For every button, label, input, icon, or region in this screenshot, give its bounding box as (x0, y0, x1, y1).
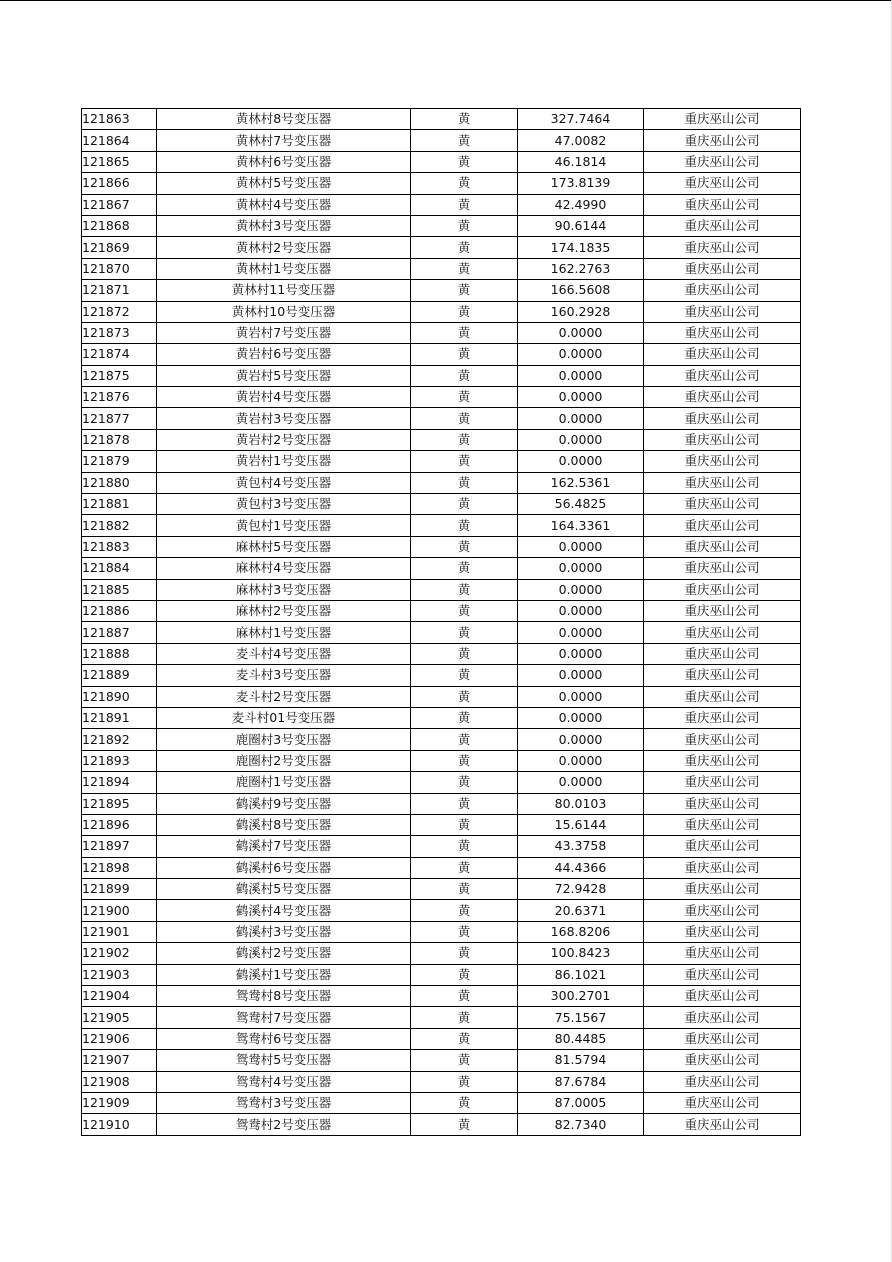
table-row (82, 109, 801, 130)
id-cell: 121903 (82, 964, 157, 985)
transformer-name-cell: 黄岩村6号变压器 (157, 344, 411, 365)
transformer-name-cell: 鸳鸯村6号变压器 (157, 1028, 411, 1049)
value-cell: 0.0000 (518, 686, 644, 707)
value-cell: 0.0000 (518, 622, 644, 643)
color-level-cell: 黄 (411, 1071, 518, 1092)
id-cell: 121876 (82, 387, 157, 408)
table-row (82, 387, 801, 408)
company-cell: 重庆巫山公司 (644, 1114, 801, 1135)
transformer-name-cell: 黄林村11号变压器 (157, 280, 411, 301)
transformer-table (81, 108, 801, 1136)
color-level-cell: 黄 (411, 836, 518, 857)
id-cell: 121905 (82, 1007, 157, 1028)
value-cell: 327.7464 (518, 109, 644, 130)
color-level-cell: 黄 (411, 622, 518, 643)
company-cell: 重庆巫山公司 (644, 151, 801, 172)
company-cell: 重庆巫山公司 (644, 194, 801, 215)
id-cell: 121887 (82, 622, 157, 643)
company-cell: 重庆巫山公司 (644, 943, 801, 964)
value-cell: 56.4825 (518, 494, 644, 515)
table-row (82, 194, 801, 215)
value-cell: 0.0000 (518, 750, 644, 771)
id-cell: 121867 (82, 194, 157, 215)
company-cell: 重庆巫山公司 (644, 857, 801, 878)
transformer-name-cell: 鸳鸯村8号变压器 (157, 986, 411, 1007)
value-cell: 300.2701 (518, 986, 644, 1007)
transformer-name-cell: 黄包村1号变压器 (157, 515, 411, 536)
table-row (82, 1050, 801, 1071)
company-cell: 重庆巫山公司 (644, 1092, 801, 1113)
table-row (82, 344, 801, 365)
table-row (82, 1071, 801, 1092)
transformer-name-cell: 鹤溪村6号变压器 (157, 857, 411, 878)
page-top-border (0, 0, 892, 1)
transformer-name-cell: 黄岩村5号变压器 (157, 365, 411, 386)
id-cell: 121896 (82, 814, 157, 835)
transformer-name-cell: 黄岩村4号变压器 (157, 387, 411, 408)
table-row (82, 707, 801, 728)
color-level-cell: 黄 (411, 215, 518, 236)
transformer-name-cell: 麦斗村3号变压器 (157, 665, 411, 686)
transformer-name-cell: 黄林村6号变压器 (157, 151, 411, 172)
color-level-cell: 黄 (411, 515, 518, 536)
color-level-cell: 黄 (411, 921, 518, 942)
value-cell: 0.0000 (518, 536, 644, 557)
value-cell: 173.8139 (518, 173, 644, 194)
color-level-cell: 黄 (411, 1007, 518, 1028)
color-level-cell: 黄 (411, 900, 518, 921)
id-cell: 121886 (82, 600, 157, 621)
transformer-name-cell: 黄岩村3号变压器 (157, 408, 411, 429)
transformer-name-cell: 鸳鸯村2号变压器 (157, 1114, 411, 1135)
value-cell: 0.0000 (518, 707, 644, 728)
table-row (82, 130, 801, 151)
transformer-name-cell: 黄林村2号变压器 (157, 237, 411, 258)
value-cell: 0.0000 (518, 408, 644, 429)
table-row (82, 579, 801, 600)
id-cell: 121904 (82, 986, 157, 1007)
company-cell: 重庆巫山公司 (644, 1071, 801, 1092)
table-row (82, 836, 801, 857)
value-cell: 42.4990 (518, 194, 644, 215)
id-cell: 121872 (82, 301, 157, 322)
company-cell: 重庆巫山公司 (644, 408, 801, 429)
table-row (82, 408, 801, 429)
color-level-cell: 黄 (411, 729, 518, 750)
value-cell: 90.6144 (518, 215, 644, 236)
company-cell: 重庆巫山公司 (644, 707, 801, 728)
value-cell: 80.4485 (518, 1028, 644, 1049)
company-cell: 重庆巫山公司 (644, 1028, 801, 1049)
id-cell: 121880 (82, 472, 157, 493)
color-level-cell: 黄 (411, 237, 518, 258)
table-row (82, 237, 801, 258)
value-cell: 162.2763 (518, 258, 644, 279)
color-level-cell: 黄 (411, 879, 518, 900)
id-cell: 121863 (82, 109, 157, 130)
id-cell: 121902 (82, 943, 157, 964)
company-cell: 重庆巫山公司 (644, 322, 801, 343)
company-cell: 重庆巫山公司 (644, 130, 801, 151)
company-cell: 重庆巫山公司 (644, 600, 801, 621)
id-cell: 121869 (82, 237, 157, 258)
id-cell: 121877 (82, 408, 157, 429)
id-cell: 121865 (82, 151, 157, 172)
color-level-cell: 黄 (411, 301, 518, 322)
color-level-cell: 黄 (411, 408, 518, 429)
value-cell: 15.6144 (518, 814, 644, 835)
id-cell: 121879 (82, 451, 157, 472)
color-level-cell: 黄 (411, 750, 518, 771)
value-cell: 0.0000 (518, 665, 644, 686)
table-row (82, 515, 801, 536)
value-cell: 100.8423 (518, 943, 644, 964)
table-row (82, 600, 801, 621)
id-cell: 121881 (82, 494, 157, 515)
table-row (82, 429, 801, 450)
value-cell: 86.1021 (518, 964, 644, 985)
company-cell: 重庆巫山公司 (644, 344, 801, 365)
table-row (82, 729, 801, 750)
table-row (82, 622, 801, 643)
company-cell: 重庆巫山公司 (644, 921, 801, 942)
table-row (82, 451, 801, 472)
color-level-cell: 黄 (411, 280, 518, 301)
transformer-name-cell: 鹤溪村7号变压器 (157, 836, 411, 857)
id-cell: 121870 (82, 258, 157, 279)
color-level-cell: 黄 (411, 387, 518, 408)
value-cell: 0.0000 (518, 772, 644, 793)
id-cell: 121900 (82, 900, 157, 921)
id-cell: 121899 (82, 879, 157, 900)
table-row (82, 772, 801, 793)
table-row (82, 151, 801, 172)
table-row (82, 1092, 801, 1113)
color-level-cell: 黄 (411, 109, 518, 130)
value-cell: 0.0000 (518, 322, 644, 343)
table-row (82, 558, 801, 579)
company-cell: 重庆巫山公司 (644, 365, 801, 386)
id-cell: 121910 (82, 1114, 157, 1135)
table-row (82, 494, 801, 515)
value-cell: 0.0000 (518, 600, 644, 621)
company-cell: 重庆巫山公司 (644, 536, 801, 557)
transformer-name-cell: 鹿圈村3号变压器 (157, 729, 411, 750)
color-level-cell: 黄 (411, 857, 518, 878)
color-level-cell: 黄 (411, 579, 518, 600)
value-cell: 168.8206 (518, 921, 644, 942)
id-cell: 121884 (82, 558, 157, 579)
color-level-cell: 黄 (411, 1050, 518, 1071)
value-cell: 164.3361 (518, 515, 644, 536)
transformer-name-cell: 黄林村4号变压器 (157, 194, 411, 215)
table-row (82, 1028, 801, 1049)
company-cell: 重庆巫山公司 (644, 579, 801, 600)
id-cell: 121883 (82, 536, 157, 557)
company-cell: 重庆巫山公司 (644, 1007, 801, 1028)
table-row (82, 986, 801, 1007)
transformer-name-cell: 麻林村5号变压器 (157, 536, 411, 557)
table-row (82, 1114, 801, 1135)
transformer-name-cell: 鸳鸯村4号变压器 (157, 1071, 411, 1092)
company-cell: 重庆巫山公司 (644, 900, 801, 921)
id-cell: 121907 (82, 1050, 157, 1071)
id-cell: 121897 (82, 836, 157, 857)
table-row (82, 536, 801, 557)
color-level-cell: 黄 (411, 643, 518, 664)
id-cell: 121894 (82, 772, 157, 793)
color-level-cell: 黄 (411, 322, 518, 343)
transformer-name-cell: 鸳鸯村5号变压器 (157, 1050, 411, 1071)
company-cell: 重庆巫山公司 (644, 387, 801, 408)
transformer-name-cell: 黄林村8号变压器 (157, 109, 411, 130)
transformer-name-cell: 鹤溪村2号变压器 (157, 943, 411, 964)
value-cell: 80.0103 (518, 793, 644, 814)
table-row (82, 643, 801, 664)
company-cell: 重庆巫山公司 (644, 836, 801, 857)
value-cell: 72.9428 (518, 879, 644, 900)
id-cell: 121866 (82, 173, 157, 194)
id-cell: 121906 (82, 1028, 157, 1049)
transformer-name-cell: 鹿圈村2号变压器 (157, 750, 411, 771)
color-level-cell: 黄 (411, 151, 518, 172)
company-cell: 重庆巫山公司 (644, 494, 801, 515)
table-row (82, 1007, 801, 1028)
value-cell: 0.0000 (518, 579, 644, 600)
company-cell: 重庆巫山公司 (644, 429, 801, 450)
table-row (82, 301, 801, 322)
id-cell: 121909 (82, 1092, 157, 1113)
id-cell: 121890 (82, 686, 157, 707)
company-cell: 重庆巫山公司 (644, 750, 801, 771)
id-cell: 121864 (82, 130, 157, 151)
value-cell: 0.0000 (518, 451, 644, 472)
value-cell: 162.5361 (518, 472, 644, 493)
company-cell: 重庆巫山公司 (644, 451, 801, 472)
transformer-name-cell: 麦斗村2号变压器 (157, 686, 411, 707)
transformer-name-cell: 鹤溪村9号变压器 (157, 793, 411, 814)
color-level-cell: 黄 (411, 1092, 518, 1113)
transformer-name-cell: 麻林村2号变压器 (157, 600, 411, 621)
color-level-cell: 黄 (411, 365, 518, 386)
transformer-name-cell: 鹤溪村5号变压器 (157, 879, 411, 900)
id-cell: 121892 (82, 729, 157, 750)
value-cell: 87.0005 (518, 1092, 644, 1113)
value-cell: 75.1567 (518, 1007, 644, 1028)
color-level-cell: 黄 (411, 194, 518, 215)
color-level-cell: 黄 (411, 600, 518, 621)
id-cell: 121908 (82, 1071, 157, 1092)
id-cell: 121888 (82, 643, 157, 664)
table-row (82, 964, 801, 985)
id-cell: 121875 (82, 365, 157, 386)
transformer-name-cell: 黄包村4号变压器 (157, 472, 411, 493)
transformer-name-cell: 黄林村1号变压器 (157, 258, 411, 279)
value-cell: 44.4366 (518, 857, 644, 878)
transformer-name-cell: 麦斗村4号变压器 (157, 643, 411, 664)
table-row (82, 258, 801, 279)
color-level-cell: 黄 (411, 707, 518, 728)
table-row (82, 793, 801, 814)
value-cell: 174.1835 (518, 237, 644, 258)
transformer-name-cell: 鹤溪村1号变压器 (157, 964, 411, 985)
color-level-cell: 黄 (411, 472, 518, 493)
transformer-name-cell: 鸳鸯村3号变压器 (157, 1092, 411, 1113)
id-cell: 121893 (82, 750, 157, 771)
color-level-cell: 黄 (411, 772, 518, 793)
transformer-name-cell: 鹤溪村3号变压器 (157, 921, 411, 942)
company-cell: 重庆巫山公司 (644, 1050, 801, 1071)
id-cell: 121895 (82, 793, 157, 814)
company-cell: 重庆巫山公司 (644, 686, 801, 707)
color-level-cell: 黄 (411, 429, 518, 450)
value-cell: 82.7340 (518, 1114, 644, 1135)
company-cell: 重庆巫山公司 (644, 280, 801, 301)
id-cell: 121871 (82, 280, 157, 301)
transformer-name-cell: 麻林村3号变压器 (157, 579, 411, 600)
company-cell: 重庆巫山公司 (644, 258, 801, 279)
id-cell: 121868 (82, 215, 157, 236)
transformer-name-cell: 鹤溪村8号变压器 (157, 814, 411, 835)
id-cell: 121889 (82, 665, 157, 686)
id-cell: 121874 (82, 344, 157, 365)
id-cell: 121878 (82, 429, 157, 450)
id-cell: 121882 (82, 515, 157, 536)
company-cell: 重庆巫山公司 (644, 772, 801, 793)
value-cell: 166.5608 (518, 280, 644, 301)
company-cell: 重庆巫山公司 (644, 729, 801, 750)
company-cell: 重庆巫山公司 (644, 215, 801, 236)
company-cell: 重庆巫山公司 (644, 558, 801, 579)
id-cell: 121885 (82, 579, 157, 600)
color-level-cell: 黄 (411, 964, 518, 985)
table-row (82, 879, 801, 900)
transformer-name-cell: 黄岩村7号变压器 (157, 322, 411, 343)
table-row (82, 857, 801, 878)
company-cell: 重庆巫山公司 (644, 879, 801, 900)
value-cell: 0.0000 (518, 387, 644, 408)
company-cell: 重庆巫山公司 (644, 622, 801, 643)
transformer-name-cell: 黄岩村1号变压器 (157, 451, 411, 472)
transformer-name-cell: 鹿圈村1号变压器 (157, 772, 411, 793)
id-cell: 121891 (82, 707, 157, 728)
color-level-cell: 黄 (411, 130, 518, 151)
company-cell: 重庆巫山公司 (644, 814, 801, 835)
color-level-cell: 黄 (411, 1114, 518, 1135)
company-cell: 重庆巫山公司 (644, 472, 801, 493)
color-level-cell: 黄 (411, 451, 518, 472)
color-level-cell: 黄 (411, 793, 518, 814)
transformer-name-cell: 鹤溪村4号变压器 (157, 900, 411, 921)
company-cell: 重庆巫山公司 (644, 237, 801, 258)
table-body (82, 109, 801, 1136)
company-cell: 重庆巫山公司 (644, 301, 801, 322)
transformer-name-cell: 麻林村1号变压器 (157, 622, 411, 643)
table-row (82, 900, 801, 921)
company-cell: 重庆巫山公司 (644, 665, 801, 686)
company-cell: 重庆巫山公司 (644, 173, 801, 194)
company-cell: 重庆巫山公司 (644, 109, 801, 130)
id-cell: 121901 (82, 921, 157, 942)
color-level-cell: 黄 (411, 344, 518, 365)
table-row (82, 472, 801, 493)
value-cell: 87.6784 (518, 1071, 644, 1092)
value-cell: 47.0082 (518, 130, 644, 151)
table-row (82, 921, 801, 942)
color-level-cell: 黄 (411, 814, 518, 835)
transformer-name-cell: 麻林村4号变压器 (157, 558, 411, 579)
company-cell: 重庆巫山公司 (644, 643, 801, 664)
table-row (82, 750, 801, 771)
transformer-name-cell: 黄林村10号变压器 (157, 301, 411, 322)
color-level-cell: 黄 (411, 536, 518, 557)
table-row (82, 365, 801, 386)
transformer-name-cell: 麦斗村01号变压器 (157, 707, 411, 728)
table-row (82, 943, 801, 964)
value-cell: 0.0000 (518, 365, 644, 386)
transformer-name-cell: 黄林村3号变压器 (157, 215, 411, 236)
value-cell: 20.6371 (518, 900, 644, 921)
id-cell: 121898 (82, 857, 157, 878)
value-cell: 43.3758 (518, 836, 644, 857)
value-cell: 160.2928 (518, 301, 644, 322)
transformer-name-cell: 黄林村5号变压器 (157, 173, 411, 194)
color-level-cell: 黄 (411, 665, 518, 686)
table-row (82, 322, 801, 343)
value-cell: 0.0000 (518, 643, 644, 664)
table-row (82, 665, 801, 686)
value-cell: 0.0000 (518, 344, 644, 365)
company-cell: 重庆巫山公司 (644, 986, 801, 1007)
transformer-name-cell: 黄岩村2号变压器 (157, 429, 411, 450)
transformer-name-cell: 黄林村7号变压器 (157, 130, 411, 151)
color-level-cell: 黄 (411, 494, 518, 515)
color-level-cell: 黄 (411, 1028, 518, 1049)
id-cell: 121873 (82, 322, 157, 343)
table-row (82, 215, 801, 236)
color-level-cell: 黄 (411, 686, 518, 707)
color-level-cell: 黄 (411, 986, 518, 1007)
table-row (82, 814, 801, 835)
color-level-cell: 黄 (411, 558, 518, 579)
table-row (82, 173, 801, 194)
color-level-cell: 黄 (411, 258, 518, 279)
company-cell: 重庆巫山公司 (644, 964, 801, 985)
value-cell: 81.5794 (518, 1050, 644, 1071)
table-row (82, 686, 801, 707)
transformer-name-cell: 鸳鸯村7号变压器 (157, 1007, 411, 1028)
color-level-cell: 黄 (411, 173, 518, 194)
company-cell: 重庆巫山公司 (644, 793, 801, 814)
value-cell: 46.1814 (518, 151, 644, 172)
transformer-name-cell: 黄包村3号变压器 (157, 494, 411, 515)
value-cell: 0.0000 (518, 558, 644, 579)
color-level-cell: 黄 (411, 943, 518, 964)
table-row (82, 280, 801, 301)
value-cell: 0.0000 (518, 429, 644, 450)
company-cell: 重庆巫山公司 (644, 515, 801, 536)
value-cell: 0.0000 (518, 729, 644, 750)
